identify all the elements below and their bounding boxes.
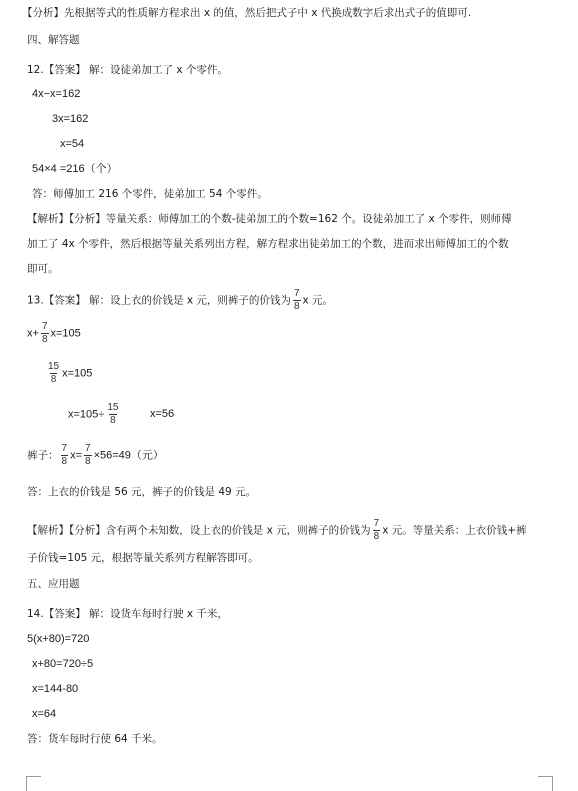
q13-equation-3-result: x=56 [150,408,175,420]
fraction-seven-eighths: $\frac{7}{8}$ [293,288,300,312]
fraction-seven-eighths: $\frac{7}{8}$ [61,443,68,467]
q12-step-3: x=54 [60,138,85,150]
q13-pants-price: 裤子： $\frac{7}{8}$ x= $\frac{7}{8}$ ×56=49（元） [27,443,164,467]
fraction-seven-eighths: $\frac{7}{8}$ [41,321,48,345]
q12-explanation-line-2: 加工了 4x 个零件，然后根据等量关系列出方程，解方程求出徒弟加工的个数，进而求出师傅加工的个数 [27,238,509,250]
q13-explanation-line-1: 【解析】【分析】含有两个未知数，设上衣的价钱是 x 元，则裤子的价钱为 $\frac{7}{8}$ x 元。等量关系：上衣价钱+裤 [27,518,527,542]
q12-final-answer: 答：师傅加工 216 个零件，徒弟加工 54 个零件。 [32,188,268,200]
fraction-seven-eighths: $\frac{7}{8}$ [85,443,91,467]
page-corner-mark-left [26,776,41,791]
q12-explanation-line-1: 【解析】【分析】等量关系：师傅加工的个数-徒弟加工的个数=162 个。设徒弟加工了 x 个零件，则师傅 [27,213,512,225]
fraction-fifteen-eighths: $\frac{15}{8}$ [107,402,119,426]
q13-equation-1: x+ $\frac{7}{8}$ x=105 [27,321,81,345]
fraction-seven-eighths: $\frac{7}{8}$ [373,518,380,542]
section-heading-5: 五、应用题 [27,578,80,590]
page-corner-mark-right [538,776,553,791]
q13-heading-tail: x 元。 [302,294,334,307]
q13-explanation-line-2: 子价钱=105 元，根据等量关系列方程解答即可。 [27,552,259,564]
analysis-line: 【分析】先根据等式的性质解方程求出 x 的值，然后把式子中 x 代换成数字后求出式子的值即可. [22,7,472,19]
q14-step-4: x=64 [32,708,57,720]
q13-heading-text: 13.【答案】 解：设上衣的价钱是 x 元，则裤子的价钱为 [27,294,291,307]
q14-answer-heading: 14.【答案】 解：设货车每时行驶 x 千米， [27,608,228,620]
q14-step-2: x+80=720÷5 [32,658,94,670]
q12-step-2: 3x=162 [52,113,89,125]
q12-step-1: 4x−x=162 [32,88,81,100]
fraction-fifteen-eighths: $\frac{15}{8}$ [48,361,60,385]
q13-equation-2: $\frac{15}{8}$ x=105 [48,361,93,385]
q14-step-3: x=144-80 [32,683,79,695]
q14-step-1: 5(x+80)=720 [27,633,90,645]
q13-equation-3: x=105÷ $\frac{15}{8}$ [68,402,119,426]
q14-final-answer: 答：货车每时行使 64 千米。 [27,733,163,745]
q12-explanation-line-3: 即可。 [27,263,59,275]
q12-answer-heading: 12.【答案】 解：设徒弟加工了 x 个零件。 [27,64,228,76]
q13-answer-heading [27,289,333,312]
q13-final-answer: 答：上衣的价钱是 56 元，裤子的价钱是 49 元。 [27,486,257,498]
section-heading-4: 四、解答题 [27,34,80,46]
q12-step-4: 54×4 =216（个） [32,163,118,175]
